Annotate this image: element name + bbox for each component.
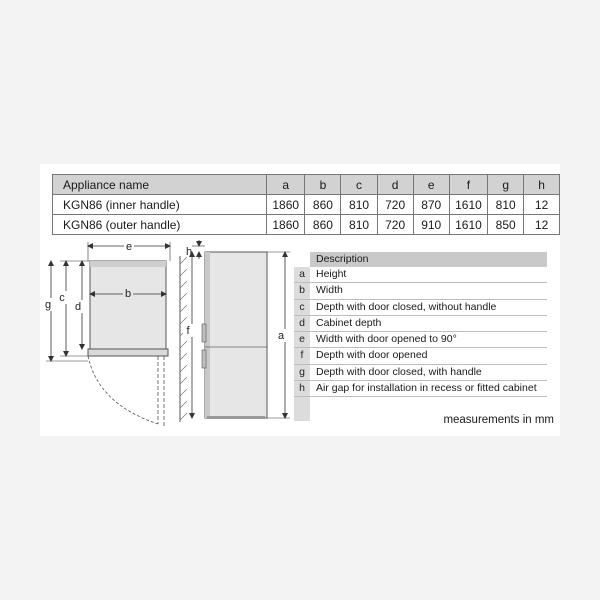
legend-header [294, 252, 547, 267]
dim-label-c: c [59, 292, 65, 304]
value-e: 870 [413, 195, 449, 215]
value-h: 12 [524, 215, 560, 235]
legend-item [294, 332, 547, 348]
plan-view [43, 240, 187, 426]
door-closed [88, 349, 168, 356]
col-header-b: b [305, 175, 341, 195]
col-header-h: h [524, 175, 560, 195]
fridge-base [207, 416, 265, 419]
dim-label-b: b [124, 288, 132, 300]
value-g: 810 [488, 195, 524, 215]
value-a: 1860 [267, 215, 305, 235]
legend-item [294, 283, 547, 299]
legend-text: Width with door opened to 90° [316, 333, 457, 346]
legend-item [294, 365, 547, 381]
col-header-e: e [413, 175, 449, 195]
legend-key: d [294, 316, 310, 331]
legend-key: b [294, 283, 310, 298]
value-c: 810 [341, 215, 377, 235]
col-header-d: d [377, 175, 413, 195]
cabinet-back-band [90, 261, 166, 267]
legend-text: Cabinet depth [316, 316, 382, 329]
value-f: 1610 [449, 195, 487, 215]
legend-text: Depth with door closed, with handle [316, 365, 482, 378]
value-h: 12 [524, 195, 560, 215]
value-a: 1860 [267, 195, 305, 215]
dim-label-h: h [185, 246, 193, 258]
dim-label-e: e [125, 241, 133, 253]
col-header-f: f [449, 175, 487, 195]
description-legend [294, 252, 547, 421]
dimension-sheet [40, 164, 560, 436]
units-note: measurements in mm [443, 414, 554, 426]
value-b: 860 [305, 215, 341, 235]
wall-hatching [180, 257, 187, 420]
value-b: 860 [305, 195, 341, 215]
legend-text: Height [316, 268, 347, 280]
col-header-g: g [488, 175, 524, 195]
legend-key-column-end [294, 397, 310, 421]
legend-text: Air gap for installation in recess or fitted cabinet [316, 382, 537, 395]
col-header-c: c [341, 175, 377, 195]
legend-key: a [294, 267, 310, 282]
legend-item [294, 267, 547, 283]
value-e: 910 [413, 215, 449, 235]
value-d: 720 [377, 195, 413, 215]
legend-item [294, 300, 547, 316]
legend-item [294, 316, 547, 332]
value-c: 810 [341, 195, 377, 215]
appliance-name: KGN86 (inner handle) [53, 195, 267, 215]
legend-text: Depth with door closed, without handle [316, 300, 497, 313]
lower-handle [202, 350, 206, 368]
legend-item [294, 348, 547, 364]
upper-handle [202, 324, 206, 342]
legend-key: h [294, 381, 310, 396]
dim-label-g: g [44, 299, 52, 311]
value-f: 1610 [449, 215, 487, 235]
legend-key: g [294, 365, 310, 380]
value-d: 720 [377, 215, 413, 235]
col-header-a: a [267, 175, 305, 195]
appliance-name-header: Appliance name [53, 175, 267, 195]
cabinet-plan [90, 261, 166, 349]
legend-text: Depth with door opened [316, 349, 428, 362]
legend-title: Description [310, 252, 547, 267]
door-swing-arc [88, 356, 158, 424]
dim-label-a: a [277, 330, 285, 342]
legend-text: Width [316, 284, 343, 297]
appliance-name: KGN86 (outer handle) [53, 215, 267, 235]
legend-key: c [294, 300, 310, 315]
side-view [183, 240, 290, 419]
dim-label-f: f [186, 325, 190, 337]
legend-item [294, 381, 547, 397]
legend-key: e [294, 332, 310, 347]
value-g: 850 [488, 215, 524, 235]
fridge-side-body [205, 252, 267, 418]
dim-label-d: d [74, 301, 82, 313]
legend-key: f [294, 348, 310, 363]
